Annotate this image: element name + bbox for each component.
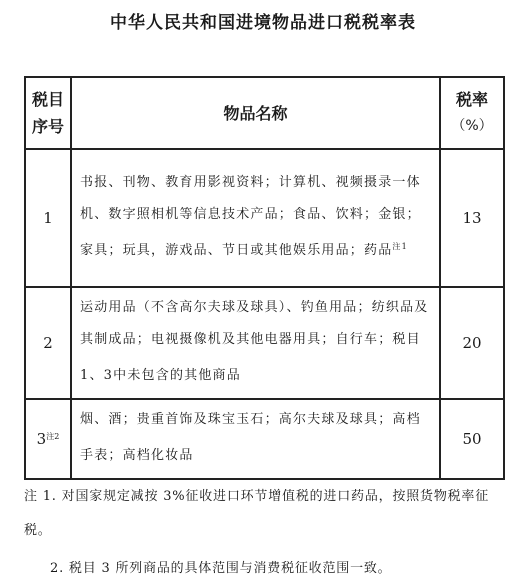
row-code-note: 注2 — [46, 432, 60, 441]
header-rate-line1: 税率 — [455, 90, 488, 109]
header-rate — [440, 77, 504, 149]
row-rate: 20 — [440, 287, 504, 399]
header-code-line2: 序号 — [31, 117, 64, 136]
row-items: 书报、刊物、教育用影视资料；计算机、视频摄录一体机、数字照相机等信息技术产品；食品、饮料；金银；家具；玩具，游戏品、节日或其他娱乐用品；药品 — [80, 175, 421, 258]
footnote-2: 2. 税目 3 所列商品的具体范围与消费税征收范围一致。 — [50, 561, 392, 576]
row-code-cell — [25, 287, 71, 399]
row-items-cell — [71, 149, 440, 287]
footnote-1: 注 1. 对国家规定减按 3%征收进口环节增值税的进口药品，按照货物税率征税。 — [24, 489, 490, 538]
row-code: 1 — [43, 209, 53, 227]
row-items: 运动用品（不含高尔夫球及球具）、钓鱼用品；纺织品及其制成品；电视摄像机及其他电器用具；自行车；税目1、3中未包含的其他商品 — [80, 300, 429, 383]
row-rate: 50 — [440, 399, 504, 479]
table-row — [25, 399, 504, 479]
row-items: 烟、酒；贵重首饰及珠宝玉石；高尔夫球及球具；高档手表；高档化妆品 — [80, 412, 421, 463]
row-code: 2 — [43, 334, 53, 352]
table-header-row — [25, 77, 504, 149]
header-rate-line2: （%） — [451, 118, 493, 134]
page-title: 中华人民共和国进境物品进口税税率表 — [110, 13, 416, 33]
row-code-cell — [25, 149, 71, 287]
row-code-cell — [25, 399, 71, 479]
row-code: 3 — [36, 430, 47, 448]
row-items-cell — [71, 287, 440, 399]
header-code-line1: 税目 — [31, 90, 64, 109]
tax-rate-table — [24, 76, 505, 480]
table-row — [25, 149, 504, 287]
footnotes — [24, 480, 514, 586]
row-items-cell — [71, 399, 440, 479]
row-items-note: 注1 — [392, 242, 408, 251]
row-rate: 13 — [440, 149, 504, 287]
table-row — [25, 287, 504, 399]
header-name: 物品名称 — [71, 77, 440, 149]
header-code — [25, 77, 71, 149]
